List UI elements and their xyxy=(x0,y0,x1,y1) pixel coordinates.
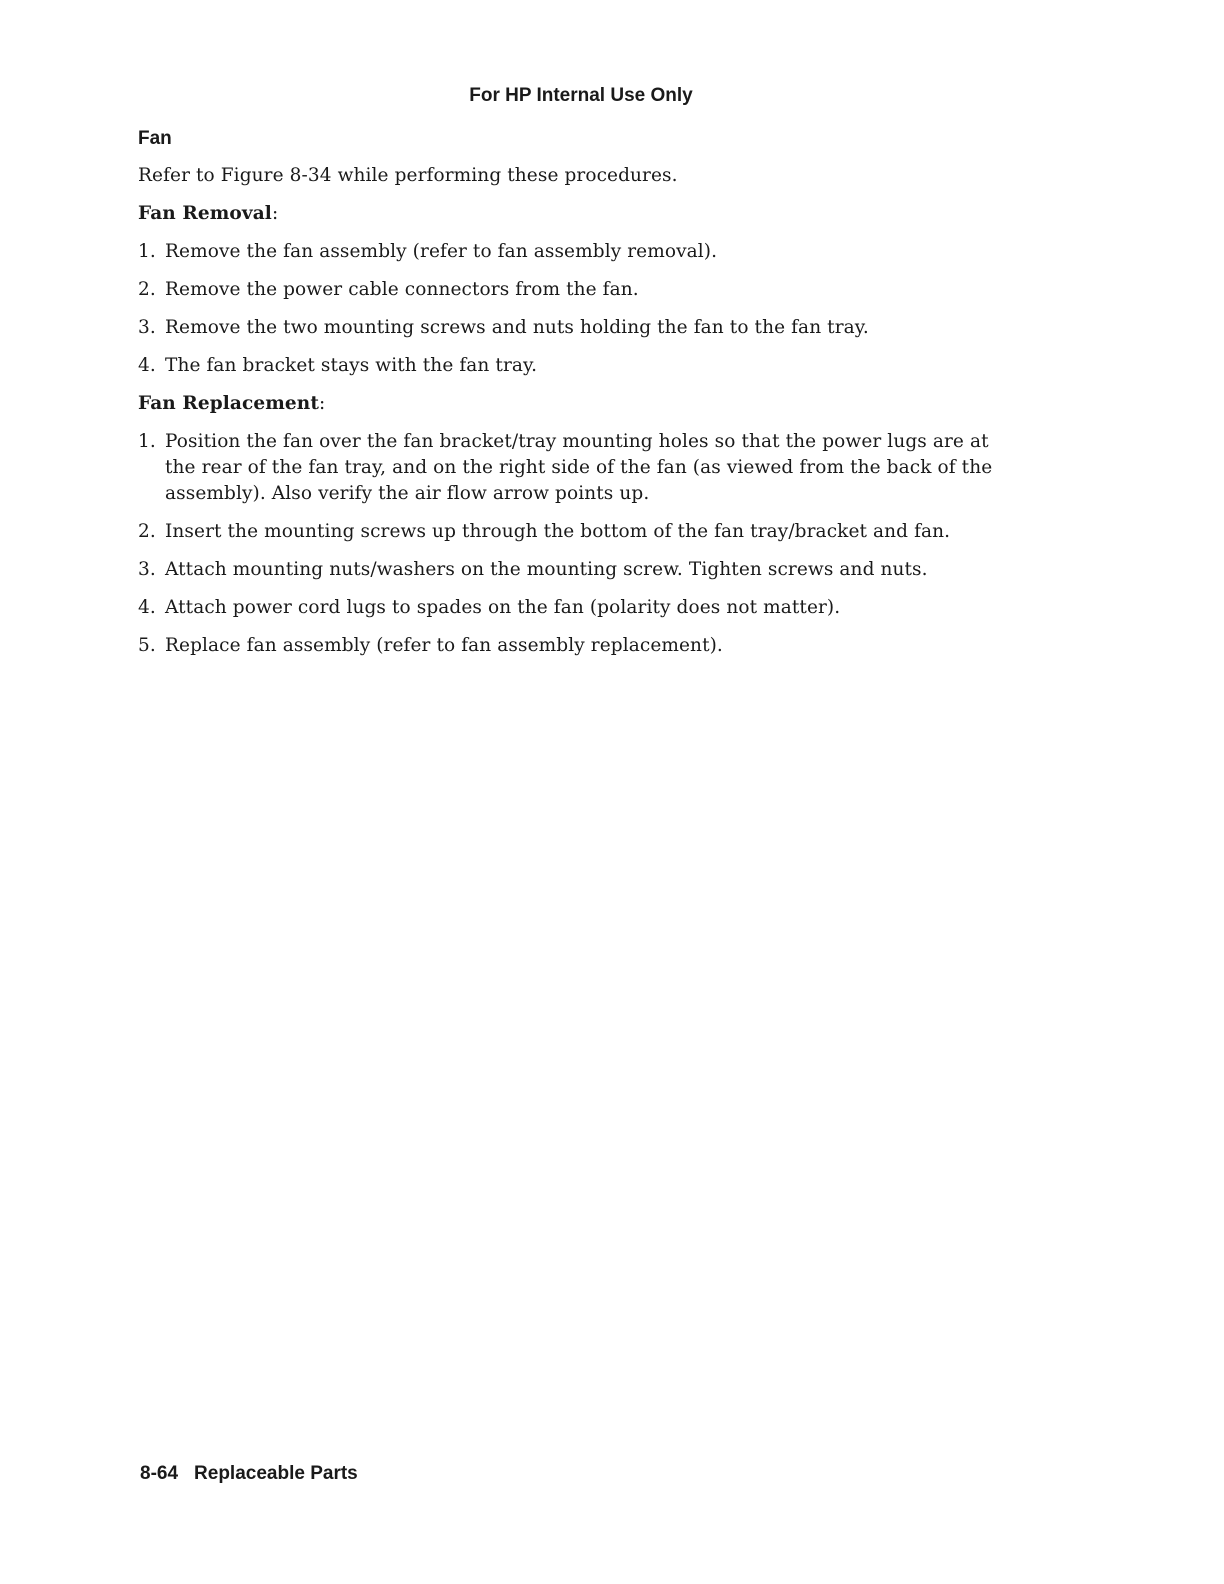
list-item xyxy=(138,315,998,341)
intro-paragraph: Refer to Figure 8-34 while performing these procedures. xyxy=(138,165,678,186)
removal-heading-colon: : xyxy=(271,203,279,224)
list-item xyxy=(138,429,998,507)
page-number: 8-64 xyxy=(140,1463,179,1484)
step-text: Attach power cord lugs to spades on the fan (polarity does not matter). xyxy=(165,597,841,618)
list-item xyxy=(138,633,998,659)
step-text: Attach mounting nuts/washers on the mounting screw. Tighten screws and nuts. xyxy=(165,559,928,580)
step-text: Remove the power cable connectors from the fan. xyxy=(165,279,639,300)
page-header: For HP Internal Use Only xyxy=(469,85,693,106)
list-item xyxy=(138,595,998,621)
section-body xyxy=(138,163,998,671)
step-number: 3. xyxy=(138,317,156,338)
replacement-heading-colon: : xyxy=(318,393,326,414)
list-item xyxy=(138,519,998,545)
step-text: Insert the mounting screws up through the bottom of the fan tray/bracket and fan. xyxy=(165,521,951,542)
removal-steps xyxy=(138,239,998,379)
step-number: 2. xyxy=(138,279,156,300)
removal-heading: Fan Removal xyxy=(138,203,272,224)
step-number: 4. xyxy=(138,355,156,376)
replacement-heading-line xyxy=(138,391,998,417)
list-item xyxy=(138,239,998,265)
list-item xyxy=(138,557,998,583)
step-number: 4. xyxy=(138,597,156,618)
step-text: The fan bracket stays with the fan tray. xyxy=(165,355,538,376)
step-text: Replace fan assembly (refer to fan assembly replacement). xyxy=(165,635,723,656)
step-text: Position the fan over the fan bracket/tray mounting holes so that the power lugs are at the rear of the fan tray, and on the right side of the fan (as viewed from the back of the assembly). Also verify the air flow arrow points up. xyxy=(165,431,993,504)
chapter-title: Replaceable Parts xyxy=(194,1463,358,1484)
step-number: 1. xyxy=(138,431,156,452)
replacement-steps xyxy=(138,429,998,659)
section-title: Fan xyxy=(138,128,172,149)
step-number: 5. xyxy=(138,635,156,656)
step-number: 3. xyxy=(138,559,156,580)
list-item xyxy=(138,277,998,303)
removal-heading-line xyxy=(138,201,998,227)
replacement-heading: Fan Replacement xyxy=(138,393,319,414)
step-number: 2. xyxy=(138,521,156,542)
step-text: Remove the two mounting screws and nuts holding the fan to the fan tray. xyxy=(165,317,869,338)
page-footer xyxy=(140,1462,358,1486)
step-number: 1. xyxy=(138,241,156,262)
list-item xyxy=(138,353,998,379)
step-text: Remove the fan assembly (refer to fan assembly removal). xyxy=(165,241,718,262)
